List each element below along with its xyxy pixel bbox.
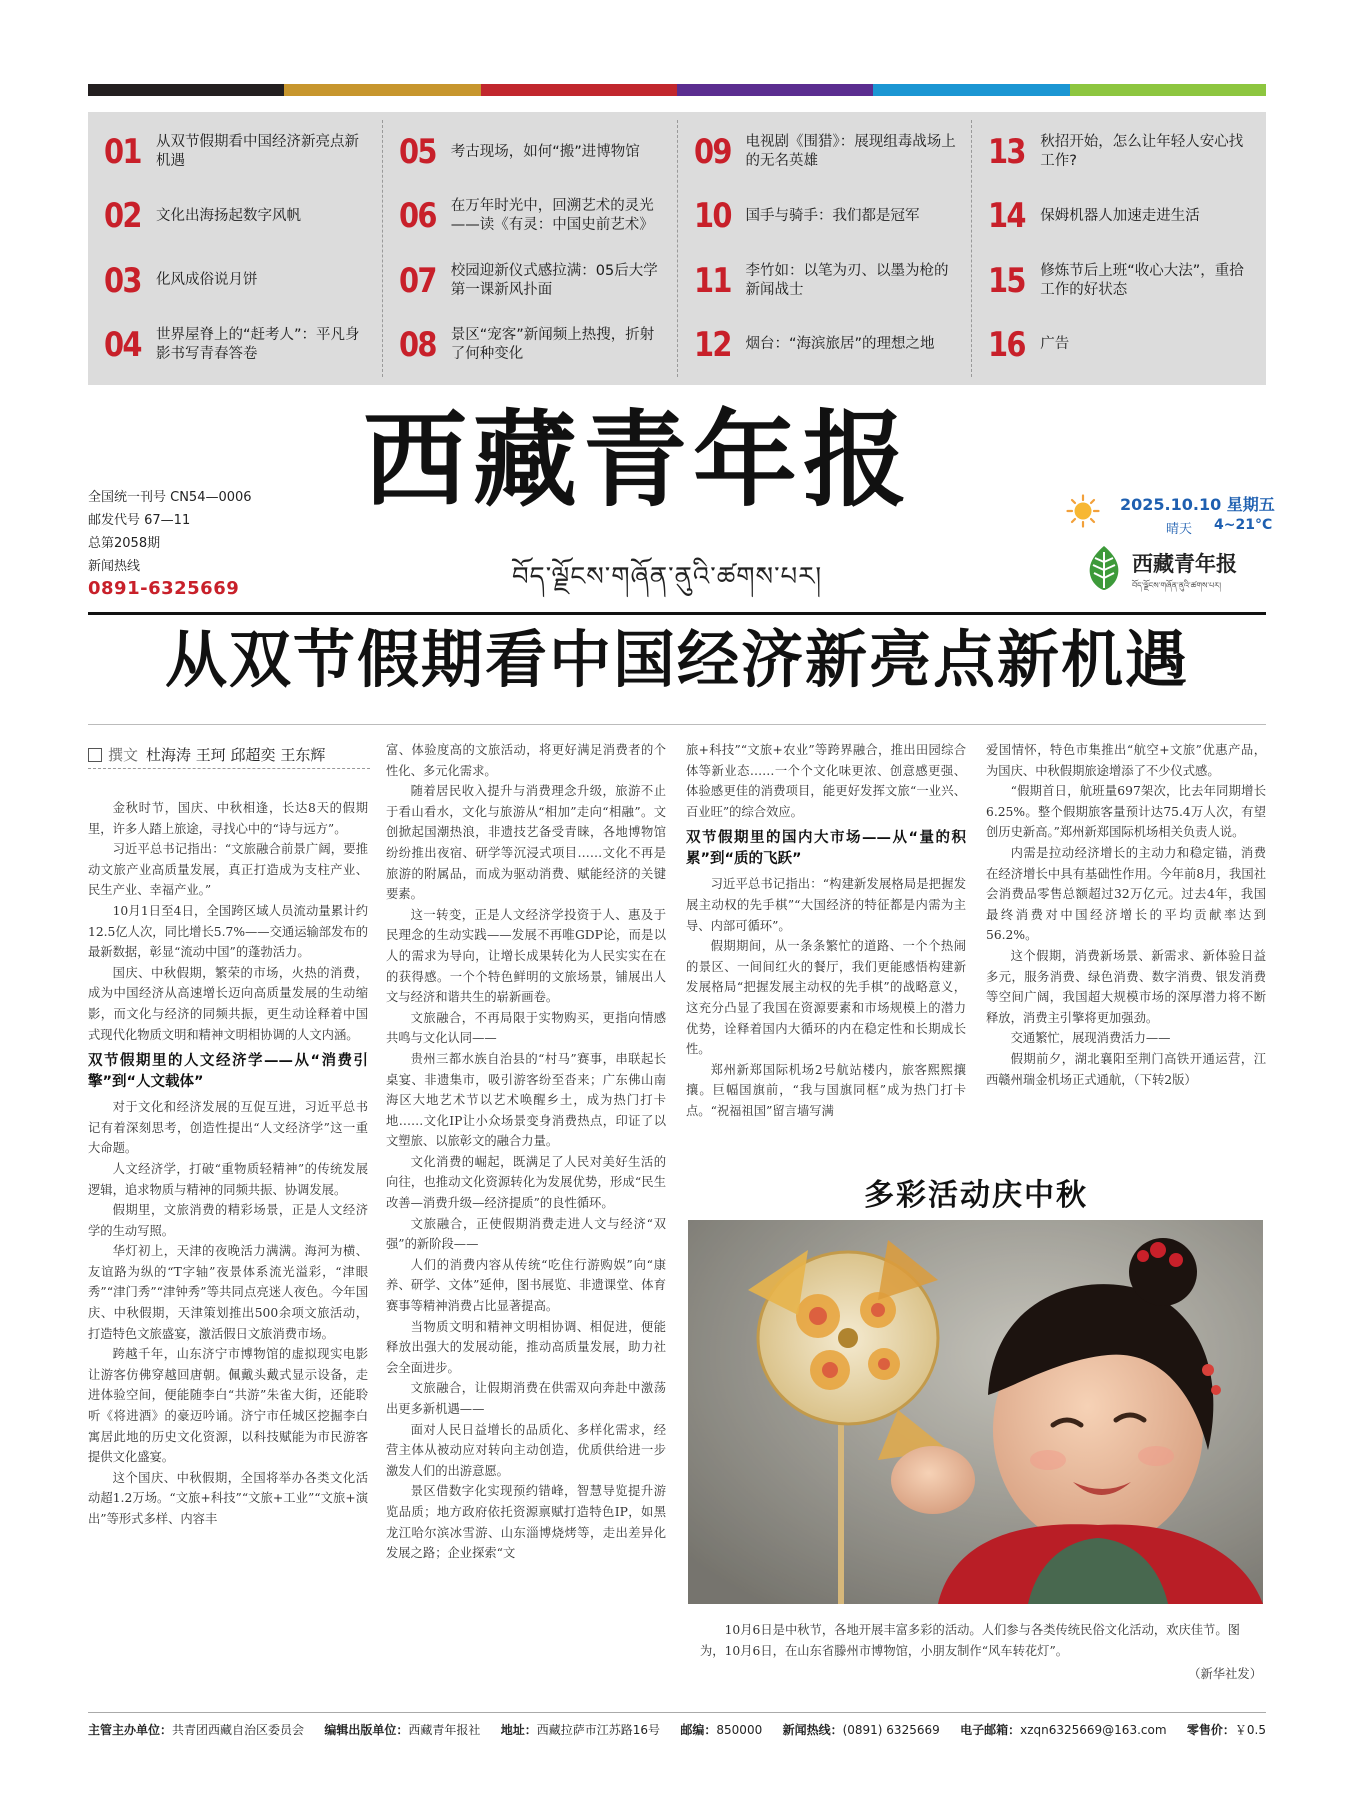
color-bar-segment xyxy=(873,84,1069,96)
postal-code-line: 邮发代号 67—11 xyxy=(88,513,191,528)
article-paragraph: 面对人民日益增长的品质化、多样化需求，经营主体从被动应对转向主动创造，优质供给进一步激发人们的出游意愿。 xyxy=(386,1422,666,1478)
lead-headline[interactable]: 从双节假期看中国经济新亮点新机遇 xyxy=(164,623,1189,696)
toc-page-number: 06 xyxy=(398,196,436,237)
footer-value: 西藏拉萨市江苏路16号 xyxy=(536,1723,661,1737)
footer-item xyxy=(960,1721,1166,1738)
toc-page-number: 16 xyxy=(988,324,1026,365)
color-bar-segment xyxy=(284,84,480,96)
article-paragraph: 内需是拉动经济增长的主动力和稳定锚，消费在经济增长中具有基础性作用。今年前8月，我国社会消费品零售总额超过32万亿元。过去4年，我国最终消费对中国经济增长的平均贡献率达到56.2%。 xyxy=(986,845,1266,943)
footer-label: 主管主办单位： xyxy=(88,1723,173,1737)
toc-item-title: 在万年时光中，回溯艺术的灵光——读《有灵：中国史前艺术》 xyxy=(450,198,654,234)
table-of-contents xyxy=(88,112,1266,385)
toc-column xyxy=(88,120,382,377)
article-paragraph: 假期前夕，湖北襄阳至荆门高铁开通运营，江西赣州瑞金机场正式通航，（下转2版） xyxy=(986,1051,1266,1087)
toc-item-title: 化风成俗说月饼 xyxy=(156,272,258,289)
toc-page-number: 04 xyxy=(104,324,141,365)
toc-item[interactable] xyxy=(104,317,372,373)
article-paragraph: 这个国庆、中秋假期，全国将举办各类文化活动超1.2万场。“文旅+科技”“文旅+工业”“文旅+演出”等形式多样、内容丰 xyxy=(88,1470,368,1526)
newspaper-logo xyxy=(1084,544,1274,594)
footer-item xyxy=(1187,1721,1266,1738)
article-paragraph: 文旅融合，不再局限于实物购买，更指向情感共鸣与文化认同—— xyxy=(386,1010,666,1046)
article-paragraph: 习近平总书记指出：“文旅融合前景广阔，要推动文旅产业高质量发展，真正打造成为支柱产业、民生产业、幸福产业。” xyxy=(88,842,368,898)
article-paragraph: 这一转变，正是人文经济学投资于人、惠及于民理念的生动实践——发展不再唯GDP论，而是以人的需求为导向，让增长成果转化为人民实实在在的获得感。一个个特色鲜明的文旅场景，铺展出人文与经济和谐共生的崭新画卷。 xyxy=(386,907,666,1005)
toc-page-number: 11 xyxy=(693,260,731,301)
byline xyxy=(88,744,325,765)
toc-item[interactable] xyxy=(988,124,1256,180)
toc-page-number: 13 xyxy=(988,132,1026,173)
article-paragraph: 旅+科技”“文旅+农业”等跨界融合，推出田园综合体等新业态……一个个文化味更浓、创意感更强、体验感更佳的消费项目，能更好发挥文旅“一业兴、百业旺”的综合效应。 xyxy=(686,743,966,819)
toc-page-number: 12 xyxy=(693,324,731,365)
article-paragraph: 文化消费的崛起，既满足了人民对美好生活的向往，也推动文化资源转化为发展优势，形成“民生改善—消费升级—经济提质”的良性循环。 xyxy=(386,1154,666,1211)
toc-item[interactable] xyxy=(694,124,962,180)
leaf-logo-icon xyxy=(1084,544,1124,592)
girl-with-pinwheel-lantern-image xyxy=(688,1220,1263,1604)
publication-info xyxy=(88,486,252,578)
newspaper-title: 西藏青年报 xyxy=(363,398,914,521)
article-column-3 xyxy=(686,740,966,1160)
footer-label: 电子邮箱： xyxy=(960,1723,1021,1737)
article-column-4 xyxy=(986,740,1266,1160)
footer-value: ￥0.5 xyxy=(1234,1723,1266,1737)
article-paragraph: “假期首日，航班量697架次，比去年同期增长6.25%。整个假期旅客量预计达75.4万人次，有望创历史新高。”郑州新郑国际机场相关负责人说。 xyxy=(986,784,1266,840)
footer-value: (0891) 6325669 xyxy=(842,1723,940,1737)
color-bar xyxy=(88,84,1266,96)
photo-caption: 10月6日是中秋节，各地开展丰富多彩的活动。人们参与各类传统民俗文化活动，欢庆佳节。图为，10月6日，在山东省滕州市博物馆，小朋友制作“风车转花灯”。 xyxy=(700,1623,1240,1658)
subheading: 双节假期里的国内大市场——从“量的积累”到“质的飞跃” xyxy=(686,830,966,868)
toc-item-title: 秋招开始，怎么让年轻人安心找工作? xyxy=(1040,134,1244,170)
toc-column xyxy=(677,120,972,377)
footer-label: 零售价： xyxy=(1186,1723,1235,1737)
news-photo[interactable] xyxy=(688,1220,1263,1604)
toc-item-title: 从双节假期看中国经济新亮点新机遇 xyxy=(156,134,359,170)
toc-page-number: 05 xyxy=(398,132,436,173)
footer-item xyxy=(324,1721,480,1738)
toc-page-number: 10 xyxy=(693,196,731,237)
logo-text: 西藏青年报 xyxy=(1132,551,1237,576)
hotline-number[interactable]: 0891-6325669 xyxy=(88,578,240,599)
toc-item[interactable] xyxy=(104,253,372,309)
sun-icon xyxy=(1066,494,1100,528)
article-paragraph: 爱国情怀，特色市集推出“航空+文旅”优惠产品，为国庆、中秋假期旅途增添了不少仪式感。 xyxy=(986,743,1266,778)
issn-line: 全国统一刊号 CN54—0006 xyxy=(88,490,252,505)
toc-item[interactable] xyxy=(399,253,667,309)
toc-page-number: 14 xyxy=(988,196,1026,237)
footer-item xyxy=(680,1721,762,1738)
footer-label: 新闻热线： xyxy=(782,1723,843,1737)
toc-item-title: 修炼节后上班“收心大法”，重拾工作的好状态 xyxy=(1040,262,1244,298)
toc-item-title: 文化出海扬起数字风帆 xyxy=(156,207,301,224)
article-paragraph: 当物质文明和精神文明相协调、相促进，便能释放出强大的发展动能，推动高质量发展，助力社会全面进步。 xyxy=(386,1319,666,1375)
article-paragraph: 富、体验度高的文旅活动，将更好满足消费者的个性化、多元化需求。 xyxy=(386,743,666,778)
toc-page-number: 07 xyxy=(398,260,436,301)
article-paragraph: 贵州三都水族自治县的“村马”赛事，串联起长桌宴、非遗集市，吸引游客纷至沓来；广东佛山南海区大地艺术节以艺术唤醒乡土，成为热门打卡地……文化IP让小众场景变身消费热点，印证了以文塑旅、以旅彰文的融合力量。 xyxy=(386,1051,666,1149)
toc-item-title: 电视剧《围猎》：展现组毒战场上的无名英雄 xyxy=(745,134,956,170)
toc-item-title: 烟台：“海滨旅居”的理想之地 xyxy=(745,336,935,353)
article-paragraph: 人们的消费内容从传统“吃住行游购娱”向“康养、研学、文体”延伸，图书展览、非遗课堂、体育赛事等精神消费占比显著提高。 xyxy=(386,1257,666,1314)
footer xyxy=(88,1721,1266,1738)
article-paragraph: 跨越千年，山东济宁市博物馆的虚拟现实电影让游客仿佛穿越回唐朝。佩戴头戴式显示设备，走进体验空间，便能随李白“共游”朱雀大街，还能聆听《将进酒》的豪迈吟诵。济宁市任城区挖掘李白寓居此地的历史文化资源，以科技赋能为市民游客提供文化盛宴。 xyxy=(88,1347,368,1465)
issue-number: 总第2058期 xyxy=(88,536,161,551)
byline-rule xyxy=(88,768,370,769)
article-paragraph: 人文经济学，打破“重物质轻精神”的传统发展逻辑，追求物质与精神的同频共振、协调发展。 xyxy=(88,1161,368,1197)
article-paragraph: 国庆、中秋假期，繁荣的市场，火热的消费，成为中国经济从高速增长迈向高质量发展的生动缩影，而文化与经济的同频共振，更生动诠释着中国式现代化物质文明和精神文明相协调的人文内涵。 xyxy=(88,965,368,1042)
article-paragraph: 假期里，文旅消费的精彩场景，正是人文经济学的生动写照。 xyxy=(88,1203,368,1238)
toc-item[interactable] xyxy=(104,124,372,180)
toc-page-number: 09 xyxy=(693,132,731,173)
toc-item[interactable] xyxy=(399,188,667,244)
toc-item[interactable] xyxy=(988,317,1256,373)
logo-tibetan-text: བོད་ལྗོངས་གཞོན་ནུའི་ཚགས་པར། xyxy=(1132,581,1221,590)
toc-item-title: 保姆机器人加速走进生活 xyxy=(1040,207,1200,224)
toc-item-title: 世界屋脊上的“赶考人”：平凡身影书写青春答卷 xyxy=(156,326,360,362)
toc-page-number: 02 xyxy=(104,196,141,237)
footer-value: xzqn6325669@163.com xyxy=(1020,1723,1167,1737)
weather-condition: 晴天 xyxy=(1166,522,1193,537)
toc-page-number: 15 xyxy=(988,260,1026,301)
article-column-2 xyxy=(386,740,666,1718)
footer-value: 共青团西藏自治区委员会 xyxy=(172,1723,305,1737)
photo-headline: 多彩活动庆中秋 xyxy=(864,1178,1088,1213)
toc-page-number: 08 xyxy=(398,324,436,365)
pen-icon xyxy=(88,748,102,762)
toc-item[interactable] xyxy=(694,317,962,373)
article-paragraph: 金秋时节，国庆、中秋相逢，长达8天的假期里，许多人踏上旅途，寻找心中的“诗与远方”。 xyxy=(88,801,368,836)
footer-rule xyxy=(88,1712,1266,1713)
article-paragraph: 文旅融合，正使假期消费走进人文与经济“双强”的新阶段—— xyxy=(386,1216,666,1252)
toc-item[interactable] xyxy=(694,188,962,244)
toc-item[interactable] xyxy=(988,188,1256,244)
headline-rule xyxy=(88,724,1266,725)
article-paragraph: 郑州新郑国际机场2号航站楼内，旅客熙熙攘攘。巨幅国旗前，“我与国旗同框”成为热门打卡点。“祝福祖国”留言墙写满 xyxy=(686,1062,966,1118)
toc-item-title: 李竹如：以笔为刃、以墨为枪的新闻战士 xyxy=(745,262,949,298)
toc-item-title: 国手与骑手：我们都是冠军 xyxy=(745,207,920,224)
newspaper-tibetan-title: བོད་ལྗོངས་གཞོན་ནུའི་ཚགས་པར། xyxy=(512,562,823,592)
article-paragraph: 随着居民收入提升与消费理念升级，旅游不止于看山看水，文化与旅游从“相加”走向“相融”。文创掀起国潮热浪，非遗技艺备受青睐，各地博物馆纷纷推出夜宿、研学等沉浸式项目……文化不再是旅游的附属品，而成为驱动消费、赋能经济的关键要素。 xyxy=(386,784,666,902)
hotline-label: 新闻热线 xyxy=(88,559,141,574)
toc-item-title: 校园迎新仪式感拉满：05后大学第一课新风扑面 xyxy=(450,262,658,298)
footer-item xyxy=(501,1721,660,1738)
subheading: 双节假期里的人文经济学——从“消费引擎”到“人文载体” xyxy=(88,1053,368,1091)
footer-item xyxy=(783,1721,940,1738)
color-bar-segment xyxy=(677,84,873,96)
footer-label: 编辑出版单位： xyxy=(324,1723,409,1737)
toc-item[interactable] xyxy=(988,253,1256,309)
issue-date: 2025.10.10 星期五 xyxy=(1120,495,1275,514)
toc-item[interactable] xyxy=(694,253,962,309)
toc-column xyxy=(971,120,1266,377)
masthead-rule xyxy=(88,612,1266,615)
footer-label: 地址： xyxy=(500,1723,537,1737)
byline-label: 撰文 xyxy=(108,746,139,764)
toc-item-title: 广告 xyxy=(1040,336,1070,353)
article-paragraph: 文旅融合，让假期消费在供需双向奔赴中激荡出更多新机遇—— xyxy=(386,1381,666,1416)
article-paragraph: 交通繁忙，展现消费活力—— xyxy=(1010,1031,1171,1046)
toc-item-title: 考古现场，如何“搬”进博物馆 xyxy=(450,143,640,160)
byline-authors: 杜海涛 王珂 邱超奕 王东辉 xyxy=(146,746,326,764)
toc-item[interactable] xyxy=(399,317,667,373)
article-paragraph: 习近平总书记指出：“构建新发展格局是把握发展主动权的先手棋”“大国经济的特征都是内需为主导、内部可循环”。 xyxy=(686,877,966,933)
toc-item[interactable] xyxy=(399,124,667,180)
footer-value: 西藏青年报社 xyxy=(408,1723,481,1737)
color-bar-segment xyxy=(481,84,677,96)
footer-value: 850000 xyxy=(716,1723,763,1737)
color-bar-segment xyxy=(88,84,284,96)
toc-column xyxy=(382,120,677,377)
toc-page-number: 03 xyxy=(104,260,141,301)
temperature: 4~21°C xyxy=(1214,517,1273,533)
article-paragraph: 10月1日至4日，全国跨区域人员流动量累计约12.5亿人次，同比增长5.7%——交通运输部发布的最新数据，彰显“流动中国”的蓬勃活力。 xyxy=(88,903,368,960)
toc-item[interactable] xyxy=(104,188,372,244)
footer-item xyxy=(88,1721,304,1738)
toc-page-number: 01 xyxy=(104,132,141,173)
article-paragraph: 华灯初上，天津的夜晚活力满满。海河为横、友谊路为纵的“T字轴”夜景体系流光溢彩，“津眼秀”“津门秀”“津钟秀”等共同点亮迷人夜色。今年国庆、中秋假期，天津策划推出500余项文旅活动，打造特色文旅盛宴，激活假日文旅消费市场。 xyxy=(88,1244,368,1341)
color-bar-segment xyxy=(1070,84,1266,96)
article-paragraph: 这个假期，消费新场景、新需求、新体验日益多元，服务消费、绿色消费、数字消费、银发消费等空间广阔，我国超大规模市场的深厚潜力将不断释放，消费主引擎将更加强劲。 xyxy=(986,948,1266,1025)
footer-label: 邮编： xyxy=(680,1723,717,1737)
article-paragraph: 景区借数字化实现预约错峰，智慧导览提升游览品质；地方政府依托资源禀赋打造特色IP，如黑龙江哈尔滨冰雪游、山东淄博烧烤等，走出差异化发展之路；企业探索“文 xyxy=(386,1484,666,1561)
article-column-1 xyxy=(88,798,368,1718)
photo-credit: （新华社发） xyxy=(1188,1667,1262,1681)
article-paragraph: 对于文化和经济发展的互促互进，习近平总书记有着深刻思考，创造性提出“人文经济学”这一重大命题。 xyxy=(88,1100,368,1156)
article-paragraph: 假期期间，从一条条繁忙的道路、一个个热闹的景区、一间间红火的餐厅，我们更能感悟构建新发展格局“把握发展主动权的先手棋”的战略意义，这充分凸显了我国在资源要素和市场规模上的潜力优势，诠释着国内大循环的内在稳定性和长期成长性。 xyxy=(686,939,966,1057)
toc-item-title: 景区“宠客”新闻频上热搜，折射了何种变化 xyxy=(450,326,655,362)
